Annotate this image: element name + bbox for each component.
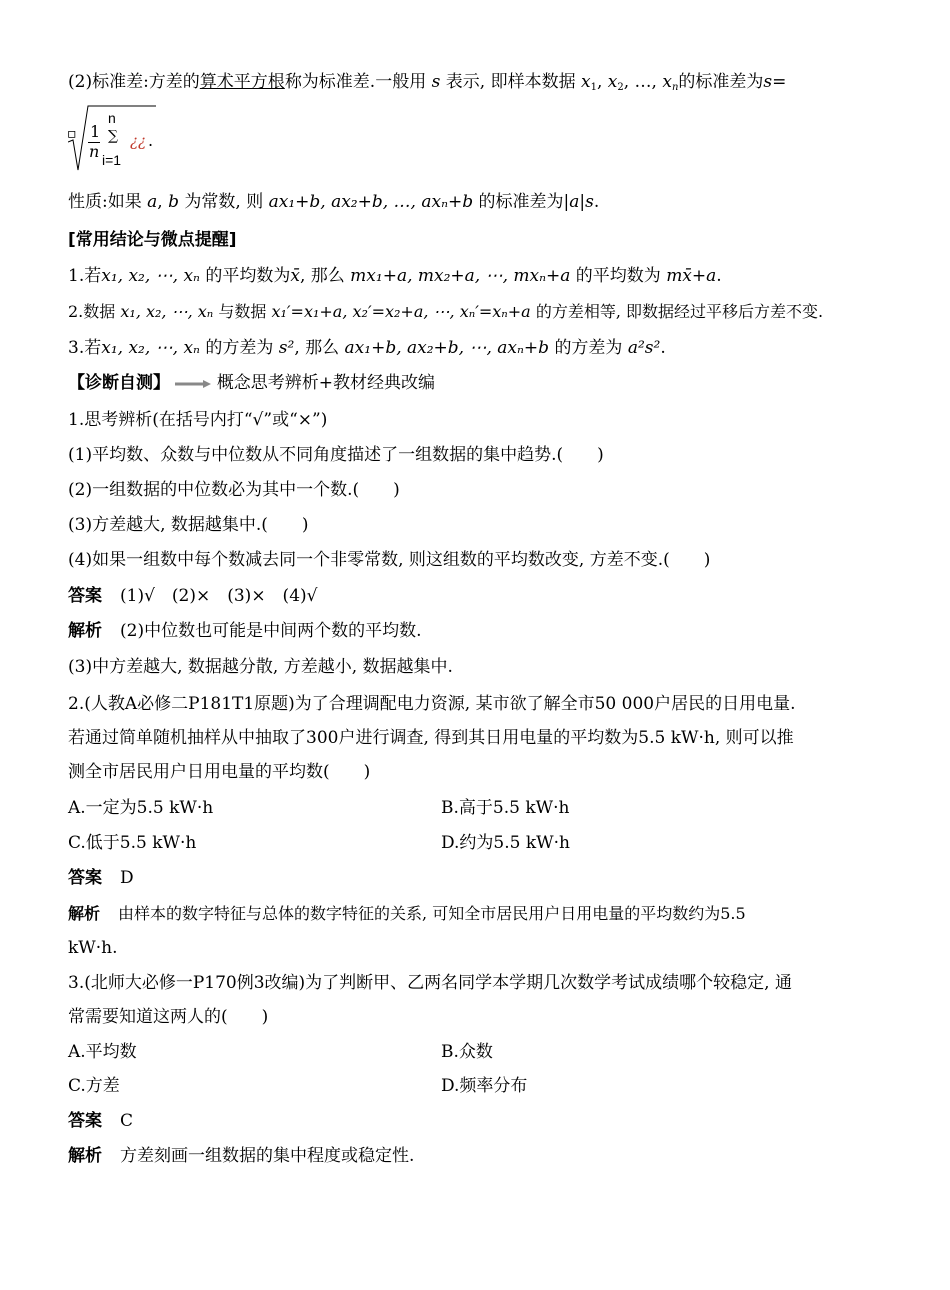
q2-option-c: C.低于5.5 kW·h [68,833,197,853]
prop-text-2: 的标准差为 [478,192,564,212]
answer-label: 答案 [68,868,102,888]
c1-d: x̄ [290,266,300,286]
q2-line-3: 测全市居民用户日用电量的平均数( ) [68,762,371,782]
sum-upper-limit: n [108,110,116,126]
c1-f: mx₁+a, mx₂+a, ⋯, mxₙ+a [350,266,571,286]
prop-a: a [147,192,158,212]
prop-expression: ax₁+b, ax₂+b, …, axₙ+b [268,192,474,212]
prop-text-1: 为常数, 则 [184,192,264,212]
sub-2: 2 [617,82,624,93]
c1-g: 的平均数为 [575,266,661,286]
sep-1: , [596,72,608,92]
prop-b: b [168,192,179,212]
common-title: [常用结论与微点提醒] [68,230,237,250]
conclusion-1 [68,264,722,288]
explanation-label: 解析 [68,1146,102,1166]
c2-b: x₁, x₂, ⋯, xₙ [120,302,214,321]
fraction-denominator: n [89,142,100,161]
c3-g: 的方差为 [554,338,623,358]
q2-options-row-1 [68,796,868,820]
q1-explanation-2: (3)中方差越大, 数据越分散, 方差越小, 数据越集中. [68,657,453,677]
q2-options-row-2 [68,831,868,855]
prop-label: 性质:如果 [68,192,142,212]
diag-title: 【诊断自测】 [68,373,170,393]
answer-label: 答案 [68,1111,102,1131]
c3-b: x₁, x₂, ⋯, xₙ [101,338,200,358]
c3-a: 3.若 [68,338,102,358]
q1-statement-2: (2)一组数据的中位数必为其中一个数.( ) [68,480,400,500]
std-text-3: 表示, 即样本数据 [445,72,576,92]
q2-option-d: D.约为5.5 kW·h [441,833,570,853]
q3-line-2: 常需要知道这两人的( ) [68,1007,269,1027]
c1-c: 的平均数为 [205,266,291,286]
explanation-label: 解析 [68,904,101,923]
q2-option-a: A.一定为5.5 kW·h [68,798,214,818]
sum-symbol: ∑ [108,128,118,144]
q2-line-1: 2.(人教A必修二P181T1原题)为了合理调配电力资源, 某市欲了解全市50 000户居民的日用电量. [68,694,796,714]
c2-d: x₁′=x₁+a, x₂′=x₂+a, ⋯, xₙ′=xₙ+a [271,302,531,321]
explanation-label: 解析 [68,621,102,641]
var-x1: x [580,72,591,92]
diag-subtitle: 概念思考辨析+教材经典改编 [216,373,436,393]
answer-value: C [120,1111,134,1131]
q1-statement-4: (4)如果一组数中每个数减去同一个非零常数, 则这组数的平均数改变, 方差不变.( ) [68,550,711,570]
formula-period: . [148,131,154,150]
q3-option-b: B.众数 [441,1042,493,1062]
c3-h: a²s² [627,338,661,358]
std-definition-line [68,70,786,94]
std-symbol-s: s [431,72,441,92]
c3-c: 的方差为 [205,338,274,358]
q3-option-c: C.方差 [68,1076,120,1096]
q3-answer [68,1109,133,1133]
q1-explanation-1 [68,619,421,643]
std-text-1: (2)标准差:方差的 [68,72,200,92]
prop-end: . [593,192,600,212]
sub-1: 1 [590,82,597,93]
q3-option-d: D.频率分布 [441,1076,528,1096]
c3-i: . [660,338,666,358]
c1-a: 1.若 [68,266,102,286]
c1-b: x₁, x₂, ⋯, xₙ [101,266,200,286]
std-text-2: 称为标准差.一般用 [284,72,427,92]
q2-option-b: B.高于5.5 kW·h [441,798,570,818]
std-formula [68,104,288,174]
property-line [68,190,599,214]
placeholder-box: ▫ [67,126,77,142]
arrow-right-icon [175,379,211,389]
garbled-chars: ¿¿ [130,132,147,150]
q1-title: 1.思考辨析(在括号内打“√”或“×”) [68,410,328,430]
q3-options-row-2 [68,1074,868,1098]
sum-lower-limit: i=1 [102,152,122,168]
var-x2: x [607,72,618,92]
q2-line-2: 若通过简单随机抽样从中抽取了300户进行调查, 得到其日用电量的平均数为5.5 kW·h, 则可以推 [68,728,794,748]
c2-c: 与数据 [218,302,267,321]
std-s-equals: s= [763,72,787,92]
q2-answer [68,866,134,890]
answer-label: 答案 [68,586,102,606]
diag-header [68,371,435,395]
answer-value: (1)√ (2)× (3)× (4)√ [120,586,318,606]
c2-e: 的方差相等, 即数据经过平移后方差不变. [535,302,824,321]
q2-explanation-2: kW·h. [68,938,118,958]
c3-e: , 那么 [294,338,340,358]
q3-options-row-1 [68,1040,868,1064]
q1-statement-3: (3)方差越大, 数据越集中.( ) [68,515,309,535]
conclusion-3 [68,336,666,360]
std-text-4: 的标准差为 [678,72,764,92]
c1-h: mx̄+a [666,266,717,286]
explanation-text: (2)中位数也可能是中间两个数的平均数. [120,621,422,641]
q1-statement-1: (1)平均数、众数与中位数从不同角度描述了一组数据的集中趋势.( ) [68,445,604,465]
answer-value: D [120,868,134,888]
q1-answer [68,584,317,608]
sub-n: n [671,82,679,93]
explanation-text: 由样本的数字特征与总体的数字特征的关系, 可知全市居民用户日用电量的平均数约为5.5 [118,904,746,923]
q3-option-a: A.平均数 [68,1042,137,1062]
c3-d: s² [278,338,295,358]
var-xn: x [662,72,672,92]
c2-a: 2.数据 [68,302,116,321]
conclusion-2 [68,300,823,324]
c1-e: , 那么 [299,266,345,286]
c3-f: ax₁+b, ax₂+b, ⋯, axₙ+b [344,338,550,358]
q3-line-1: 3.(北师大必修一P170例3改编)为了判断甲、乙两名同学本学期几次数学考试成绩哪个较稳定, 通 [68,973,792,993]
q3-explanation [68,1144,414,1168]
explanation-text: 方差刻画一组数据的集中程度或稳定性. [120,1146,415,1166]
dots: , …, [623,72,663,92]
prop-abs: |a|s [563,192,594,212]
std-underlined-term: 算术平方根 [199,72,285,92]
prop-comma: , [157,192,169,212]
c1-i: . [716,266,722,286]
fraction-numerator: 1 [90,122,101,141]
q2-explanation-1 [68,902,746,926]
